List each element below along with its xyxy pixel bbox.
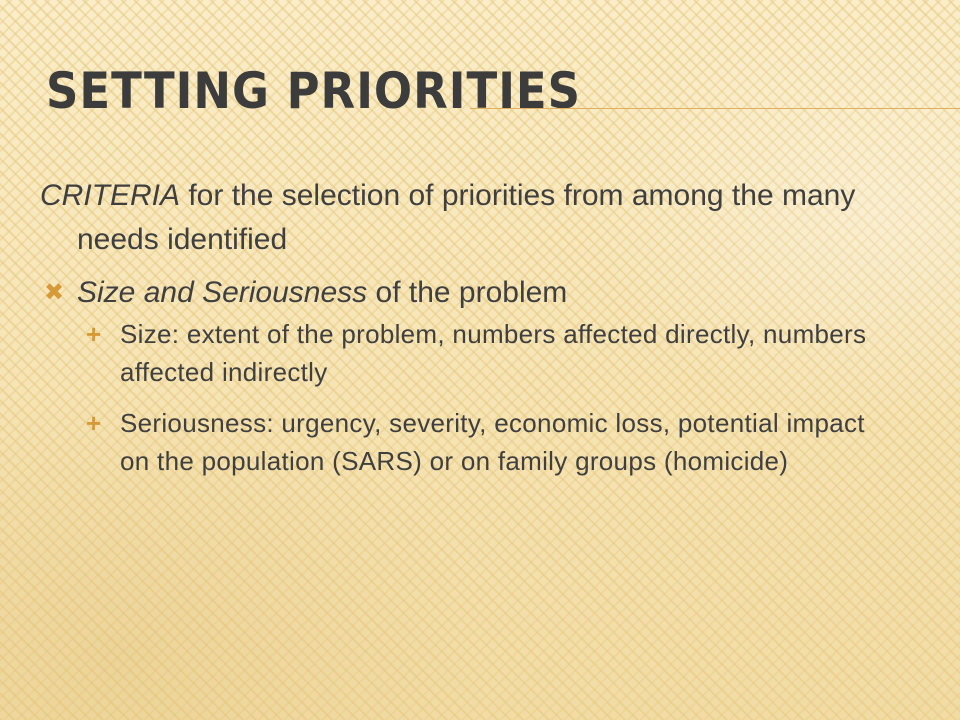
sub-item-seriousness — [86, 404, 900, 480]
sub-item-text: Seriousness: urgency, severity, economic loss, potential impact on the population (SARS) or on family groups (homicide) — [120, 408, 865, 476]
x-bullet-icon: ✖ — [44, 279, 65, 306]
intro-emphasis: CRITERIA — [40, 179, 181, 212]
item-text: of the problem — [367, 276, 568, 309]
plus-bullet-icon: + — [86, 408, 102, 438]
slide-title: SETTING PRIORITIES — [46, 62, 582, 120]
intro-text: for the selection of priorities from among the many needs identified — [77, 179, 856, 256]
slide-body — [40, 174, 900, 480]
plus-bullet-icon: + — [86, 319, 102, 349]
item-emphasis: Size and Seriousness — [77, 276, 368, 309]
sub-item-size — [86, 315, 900, 391]
list-item-size-seriousness — [40, 271, 900, 315]
sub-item-text: Size: extent of the problem, numbers affected directly, numbers affected indirectly — [120, 319, 867, 387]
intro-paragraph — [40, 174, 900, 262]
title-underline — [470, 108, 960, 109]
